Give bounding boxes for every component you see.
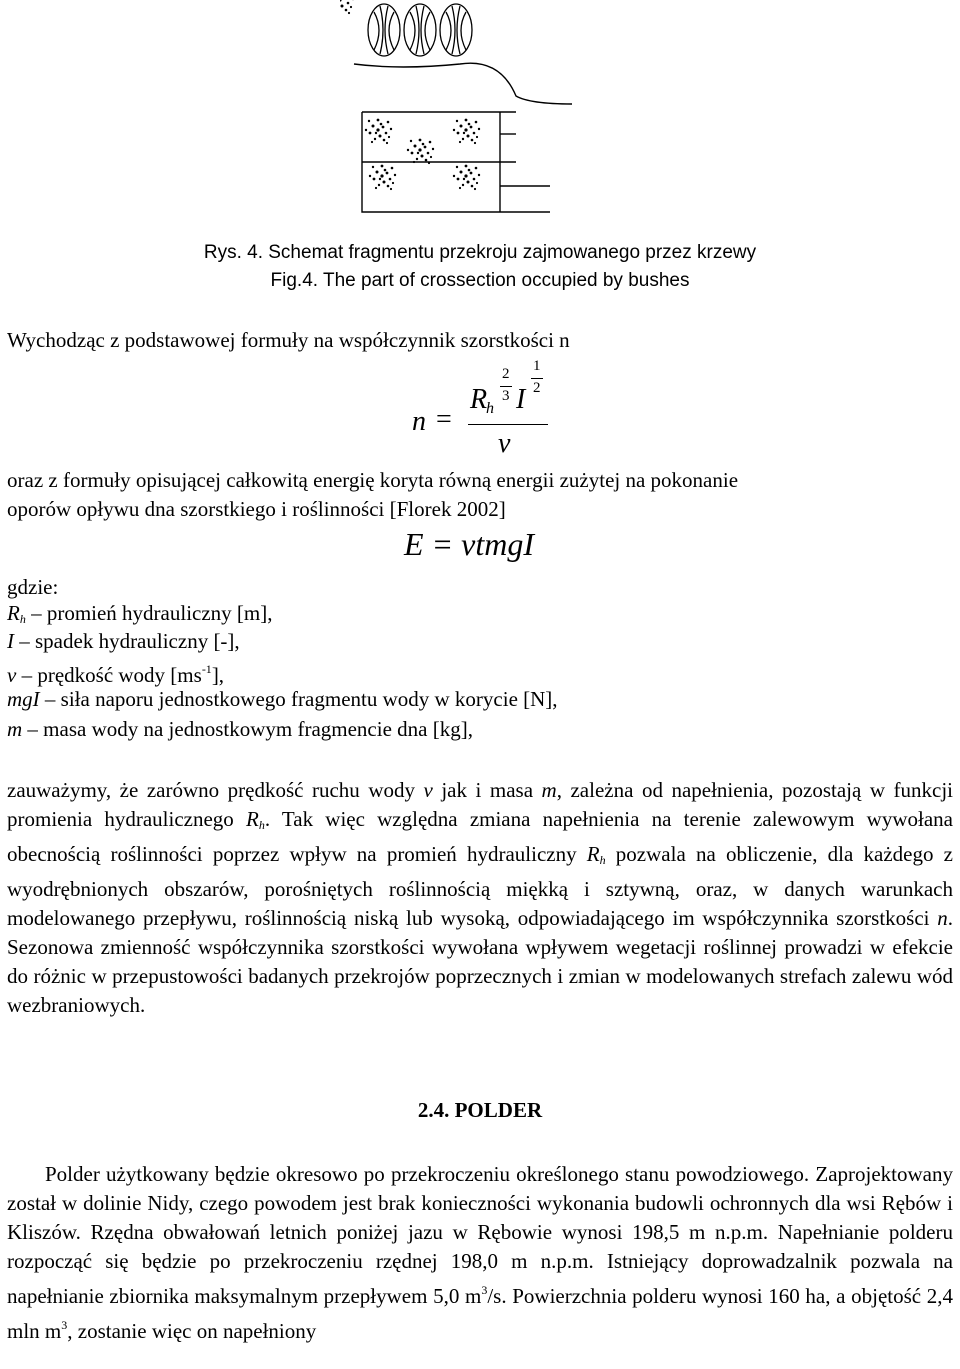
formula-I: I [516, 384, 526, 415]
energy-formula: E = vtmgI [404, 526, 534, 562]
definition-v: v – prędkość wody $[ms^{-1}]$, [7, 662, 225, 687]
formula-lhs: n [412, 406, 426, 437]
definition-i: I – spadek hydrauliczny [-], [7, 629, 240, 653]
definition-rh: $R_h$ – promień hydrauliczny [m], [7, 601, 273, 626]
roughness-formula [412, 358, 562, 468]
figure-caption-english: Fig.4. The part of crossection occupied by bushes [270, 270, 690, 291]
bushes-cross-section-figure [340, 0, 580, 232]
paragraph-3: zauważymy, że zarówno prędkość ruchu wody v jak i masa m, zależna od napełnienia, pozostają w funkcji promienia hydraulicznego $R_h$. Tak więc względna zmiana napełnienia na terenie zalewowym wywołana obecnością roślinności poprzez wpływ na promień hydrauliczny $R_h$ pozwala na obliczenie, dla każdego z wyodrębnionych obszarów, porośniętych roślinnością miękką i sztywną, oraz, w danych warunkach modelowanego przepływu, roślinnością niską lub wysoką, odpowiadającego im współczynnika szorstkości n. Sezonowa zmienność współczynnika szorstkości wywołana wpływem wegetacji roślinnej prowadzi w efekcie do różnic w przepustowości badanych przekrojów poprzecznych i zmian w modelowanych strefach zalewu wód wezbraniowych. [7, 778, 953, 1017]
formula-exp1-num: 2 [502, 366, 510, 382]
formula-R: R [470, 384, 488, 415]
paragraph-4: Polder użytkowany będzie okresowo po przekroczeniu określonego stanu powodziowego. Zaprojektowany został w dolinie Nidy, czego powodem jest brak konieczności wykonania budowli ochronnych dla wsi Rębów i Kliszów. Rzędna obwałowań letnich poniżej jazu w Rębowie wynosi 198,5 m n.p.m. Napełnianie polderu rozpocząć się będzie po przekroczeniu rzędnej 198,0 m n.p.m. Istniejący doprowadzalnik pozwala na napełnianie zbiornika maksymalnym przepływem 5,0 $m^3/s$. Powierzchnia polderu wynosi 160 ha, a objętość 2,4 mln $m^3$, zostanie więc on napełniony [7, 1162, 953, 1343]
ground-line [354, 63, 572, 104]
paragraph-2 [7, 466, 953, 524]
paragraph-2-line-2: oporów opływu dna szorstkiego i roślinności [Florek 2002] [7, 497, 506, 521]
figure-caption-polish: Rys. 4. Schemat fragmentu przekroju zajmowanego przez krzewy [203, 242, 757, 263]
where-label: gdzie: [7, 575, 59, 599]
intro-line: Wychodząc z podstawowej formuły na współczynnik szorstkości n [7, 328, 570, 352]
definition-m: m – masa wody na jednostkowym fragmencie dna [kg], [7, 717, 473, 741]
formula-equals: = [436, 404, 452, 435]
definition-mgi: mgI – siła naporu jednostkowego fragmentu wody w korycie [N], [7, 687, 558, 711]
formula-denominator: v [498, 428, 511, 459]
tall-bush-icon [368, 4, 472, 56]
formula-R-sub: h [486, 400, 494, 417]
paragraph-2-line-1: oraz z formuły opisującej całkowitą energię koryta równą energii zużytej na pokonanie [7, 468, 739, 492]
formula-exp1-den: 3 [502, 388, 510, 404]
formula-exp2-den: 2 [533, 380, 541, 396]
formula-exp2-num: 1 [533, 358, 541, 374]
grid-box [362, 112, 550, 212]
section-heading: 2.4. POLDER [417, 1098, 543, 1122]
fraction-bar [468, 424, 548, 425]
